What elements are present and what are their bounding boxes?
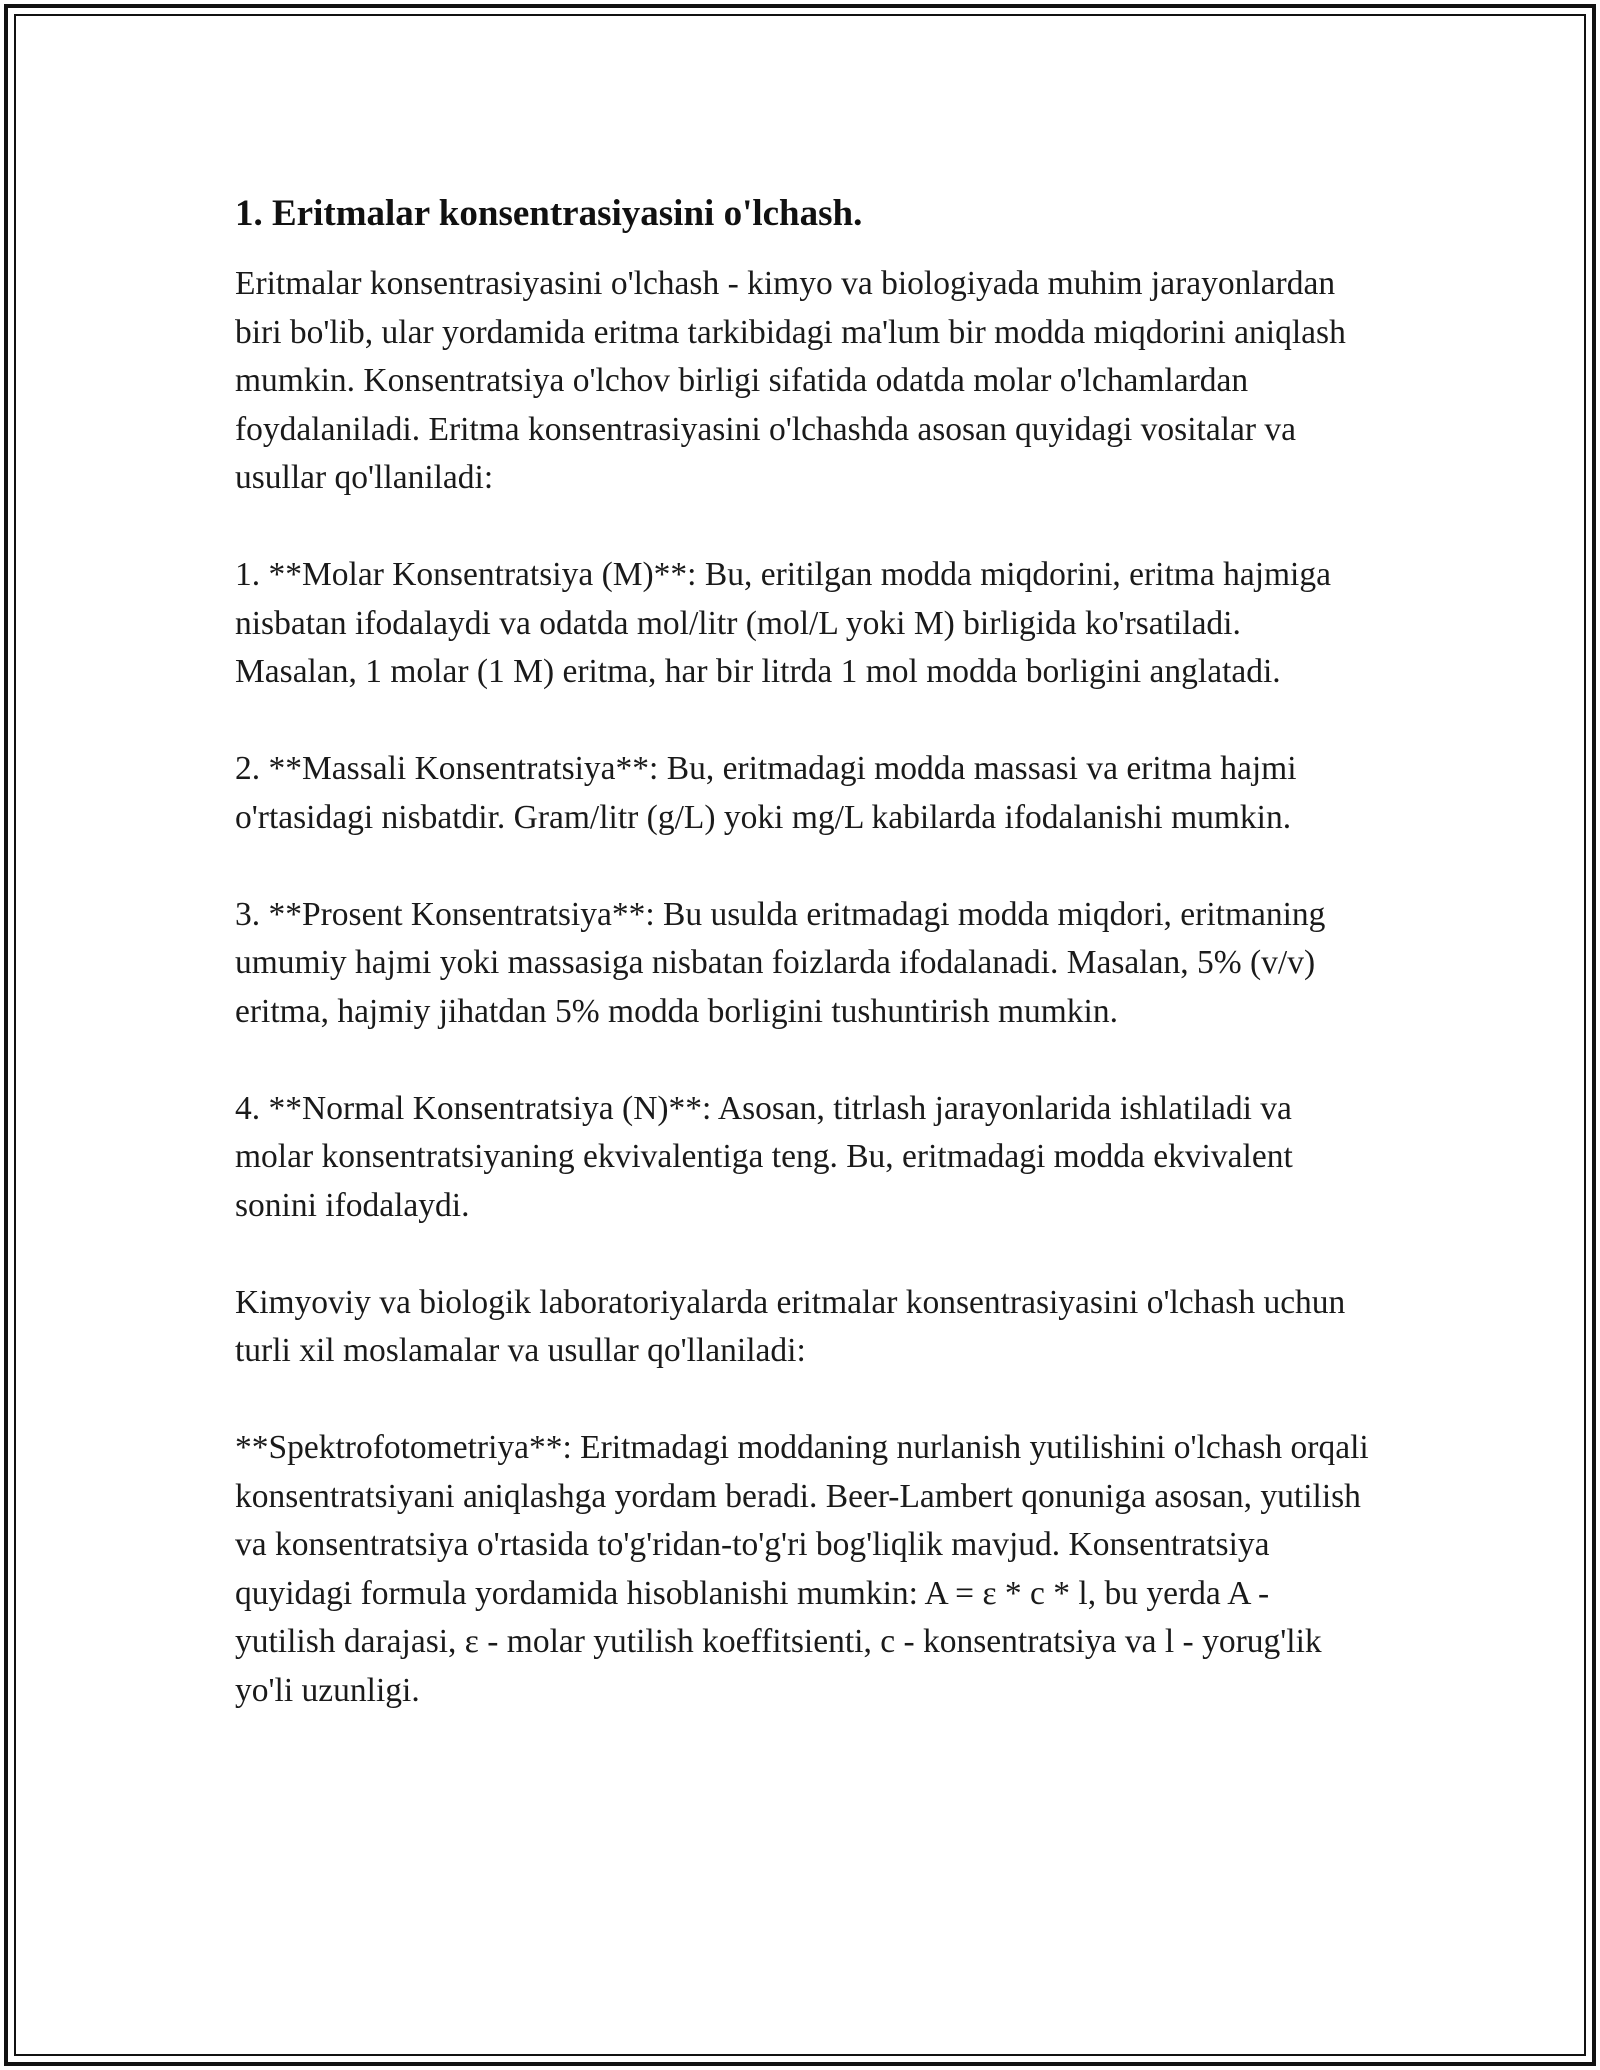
spectrophotometry-paragraph: **Spektrofotometriya**: Eritmadagi moddaning nurlanish yutilishini o'lchash orqali konsentratsiyani aniqlashga yordam beradi. Beer-Lambert qonuniga asosan, yutilish va konsentratsiya o'rtasida to'g'ridan-to'g'ri bog'liqlik mavjud. Konsentratsiya quyidagi formula yordamida hisoblanishi mumkin: A = ε * c * l, bu yerda A - yutilish darajasi, ε - molar yutilish koeffitsienti, c - konsentratsiya va l - yorug'lik yo'li uzunligi. [235, 1429, 1369, 1709]
mass-concentration-paragraph: 2. **Massali Konsentratsiya**: Bu, eritmadagi modda massasi va eritma hajmi o'rtasidagi nisbatdir. Gram/litr (g/L) yoki mg/L kabilarda ifodalanishi mumkin. [235, 750, 1297, 836]
laboratory-methods-paragraph: Kimyoviy va biologik laboratoriyalarda eritmalar konsentrasiyasini o'lchash uchun turli xil moslamalar va usullar qo'llaniladi: [235, 1283, 1346, 1369]
normal-concentration-paragraph: 4. **Normal Konsentratsiya (N)**: Asosan, titrlash jarayonlarida ishlatiladi va molar konsentratsiyaning ekvivalentiga teng. Bu, eritmadagi modda ekvivalent sonini ifodalaydi. [235, 1089, 1293, 1224]
molar-concentration-paragraph: 1. **Molar Konsentratsiya (M)**: Bu, eritilgan modda miqdorini, eritma hajmiga nisbatan ifodalaydi va odatda mol/litr (mol/L yoki M) birligida ko'rsatiladi. Masalan, 1 molar (1 M) eritma, har bir litrda 1 mol modda borligini anglatadi. [235, 556, 1331, 690]
intro-paragraph: Eritmalar konsentrasiyasini o'lchash - kimyo va biologiyada muhim jarayonlardan biri bo'lib, ular yordamida eritma tarkibidagi ma'lum bir modda miqdorini aniqlash mumkin. Konsentratsiya o'lchov birligi sifatida odatda molar o'lchamlardan foydalaniladi. Eritma konsentrasiyasini o'lchashda asosan quyidagi vositalar va usullar qo'llaniladi: [235, 265, 1346, 496]
document-body [235, 186, 1370, 1715]
percent-concentration-paragraph: 3. **Prosent Konsentratsiya**: Bu usulda eritmadagi modda miqdori, eritmaning umumiy hajmi yoki massasiga nisbatan foizlarda ifodalanadi. Masalan, 5% (v/v) eritma, hajmiy jihatdan 5% modda borligini tushuntirish mumkin. [235, 895, 1326, 1030]
document-title: 1. Eritmalar konsentrasiyasini o'lchash. [235, 193, 863, 234]
